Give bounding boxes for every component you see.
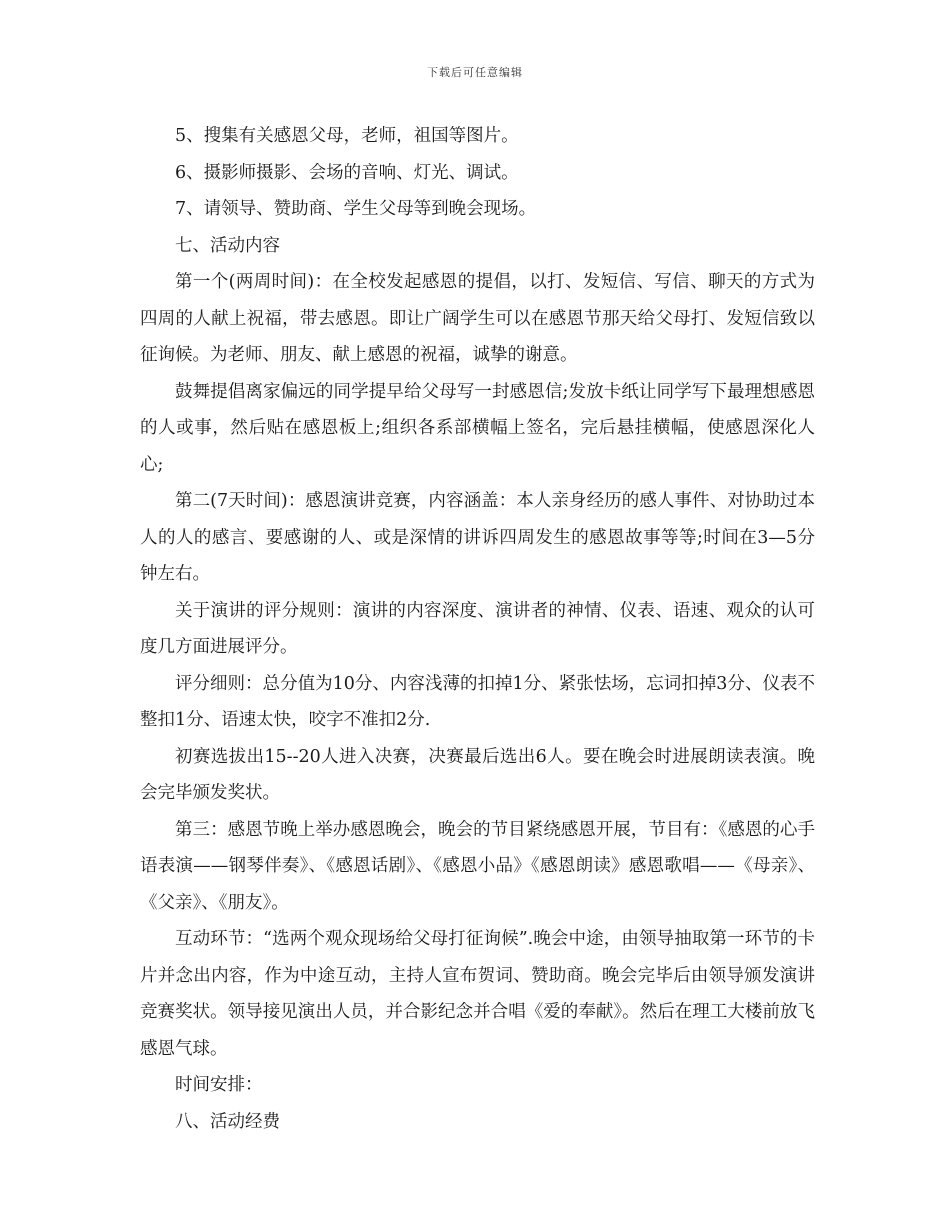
paragraph-interaction: 互动环节：“选两个观众现场给父母打征询候”.晚会中途，由领导抽取第一环节的卡片并念出内容，作为中途互动，主持人宣布贺词、赞助商。晚会完毕后由领导颁发演讲竞赛奖状。领导接见演出人员，并合影纪念并合唱《爱的奉献》。然后在理工大楼前放飞感恩气球。 [140,929,815,1059]
paragraph-scoring-rules: 关于演讲的评分规则：演讲的内容深度、演讲者的神情、仪表、语速、观众的认可度几方面进展评分。 [140,600,815,657]
page-header: 下载后可任意编辑 [427,66,523,79]
document-body [140,118,815,1140]
paragraph-encourage: 鼓舞提倡离家偏远的同学提早给父母写一封感恩信;发放卡纸让同学写下最理想感恩的人或事，然后贴在感恩板上;组织各系部横幅上签名，完后悬挂横幅，使感恩深化人心; [140,381,815,475]
paragraph-second-phase: 第二(7天时间)：感恩演讲竞赛，内容涵盖：本人亲身经历的感人事件、对协助过本人的人的感言、要感谢的人、或是深情的讲诉四周发生的感恩故事等等;时间在3—5分钟左右。 [140,491,815,584]
paragraph-schedule: 时间安排： [175,1075,263,1095]
paragraph-scoring-details: 评分细则：总分值为10分、内容浅薄的扣掉1分、紧张怯场，忘词扣掉3分、仪表不整扣1分、语速太快，咬字不准扣2分. [140,673,815,730]
section-heading-activity-content: 七、活动内容 [175,235,280,256]
paragraph-item-5: 5、搜集有关感恩父母，老师，祖国等图片。 [175,126,519,146]
paragraph-item-6: 6、摄影师摄影、会场的音响、灯光、调试。 [175,162,519,183]
paragraph-preliminary: 初赛选拔出15--20人进入决赛，决赛最后选出6人。要在晚会时进展朗读表演。晚会完毕颁发奖状。 [140,746,815,803]
paragraph-first-phase: 第一个(两周时间)：在全校发起感恩的提倡，以打、发短信、写信、聊天的方式为四周的人献上祝福，带去感恩。即让广阔学生可以在感恩节那天给父母打、发短信致以征询候。为老师、朋友、献上感恩的祝福，诚挚的谢意。 [140,272,815,365]
paragraph-third-phase: 第三：感恩节晚上举办感恩晚会，晚会的节目紧绕感恩开展，节目有：《感恩的心手语表演——钢琴伴奏》、《感恩话剧》、《感恩小品》《感恩朗读》感恩歌唱——《母亲》、《父亲》、《朋友》。 [140,819,815,913]
section-heading-budget: 八、活动经费 [175,1111,280,1132]
paragraph-item-7: 7、请领导、赞助商、学生父母等到晚会现场。 [175,199,537,219]
